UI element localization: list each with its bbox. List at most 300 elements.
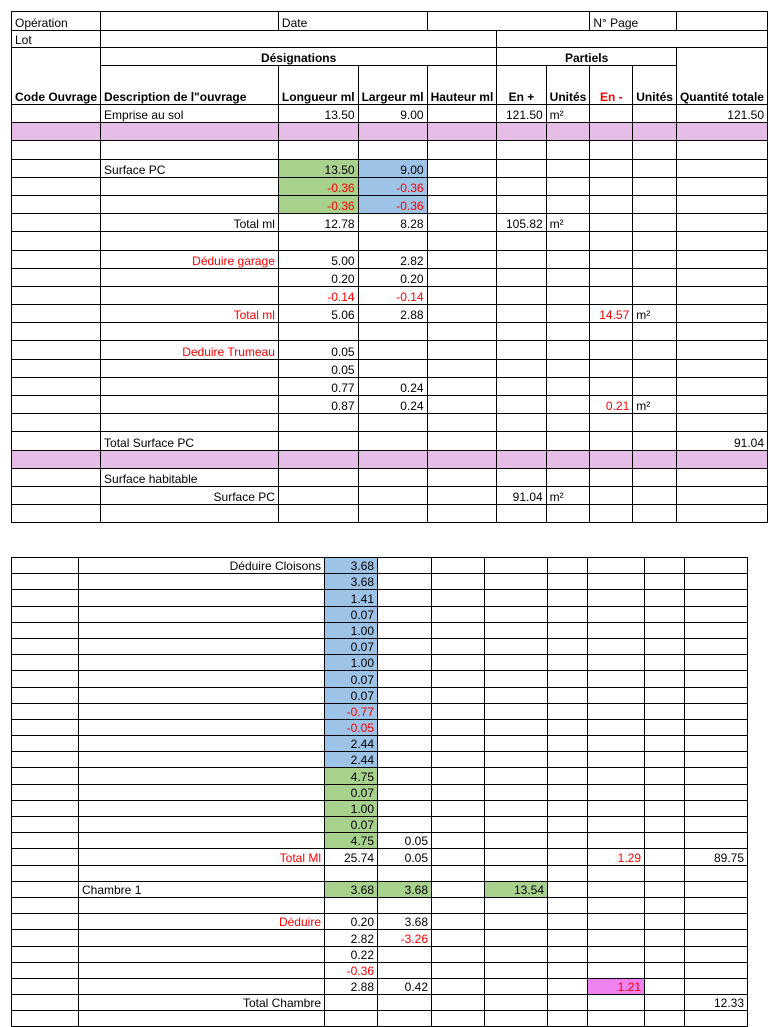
largeur-cell[interactable]: 9.00 (358, 105, 427, 123)
separator-cell[interactable] (12, 123, 101, 141)
unites2-cell[interactable] (645, 978, 685, 994)
quantite-cell[interactable] (676, 323, 767, 341)
unites2-cell[interactable] (645, 897, 685, 913)
description-cell[interactable] (79, 606, 325, 622)
hauteur-cell[interactable] (432, 752, 485, 768)
code-cell[interactable] (12, 703, 79, 719)
unites2-cell[interactable] (633, 159, 677, 177)
hauteur-cell[interactable] (432, 768, 485, 784)
quantite-cell[interactable] (676, 359, 767, 377)
code-cell[interactable] (12, 978, 79, 994)
longueur-cell[interactable]: 0.20 (325, 914, 378, 930)
unites2-cell[interactable] (645, 930, 685, 946)
hauteur-cell[interactable] (432, 687, 485, 703)
description-cell[interactable]: Déduire (79, 914, 325, 930)
longueur-cell[interactable]: 13.50 (278, 159, 358, 177)
unites2-cell[interactable] (633, 268, 677, 286)
description-cell[interactable] (79, 687, 325, 703)
en-plus-cell[interactable] (497, 414, 546, 432)
description-cell[interactable]: Total Surface PC (101, 432, 279, 450)
separator-cell[interactable] (633, 123, 677, 141)
quantite-cell[interactable] (685, 1011, 748, 1027)
hauteur-cell[interactable] (432, 622, 485, 638)
unites-cell[interactable] (548, 978, 588, 994)
longueur-cell[interactable]: -0.05 (325, 719, 378, 735)
unites-cell[interactable] (548, 865, 588, 881)
unites-cell[interactable] (546, 468, 590, 486)
description-cell[interactable] (79, 622, 325, 638)
unites-cell[interactable] (548, 897, 588, 913)
en-plus-cell[interactable] (485, 930, 548, 946)
code-cell[interactable] (12, 881, 79, 897)
unites-cell[interactable] (548, 768, 588, 784)
hauteur-cell[interactable] (432, 865, 485, 881)
en-moins-cell[interactable] (588, 655, 645, 671)
unites-cell[interactable] (548, 849, 588, 865)
quantite-cell[interactable] (685, 736, 748, 752)
largeur-cell[interactable] (378, 687, 432, 703)
unites2-cell[interactable] (645, 800, 685, 816)
unites-cell[interactable] (548, 1011, 588, 1027)
en-moins-cell[interactable] (588, 719, 645, 735)
unites2-cell[interactable] (645, 719, 685, 735)
hauteur-cell[interactable] (427, 396, 497, 414)
unites2-cell[interactable] (645, 833, 685, 849)
en-plus-cell[interactable] (485, 590, 548, 606)
en-moins-cell[interactable] (590, 486, 633, 504)
separator-cell[interactable] (590, 123, 633, 141)
longueur-cell[interactable]: 3.68 (325, 558, 378, 574)
description-cell[interactable]: Total ml (101, 214, 279, 232)
largeur-cell[interactable] (358, 323, 427, 341)
unites-cell[interactable]: m² (546, 214, 590, 232)
largeur-cell[interactable] (378, 995, 432, 1011)
longueur-cell[interactable]: -0.14 (278, 286, 358, 304)
en-plus-cell[interactable] (485, 736, 548, 752)
hauteur-cell[interactable] (427, 250, 497, 268)
unites2-cell[interactable] (633, 141, 677, 159)
unites2-cell[interactable] (645, 914, 685, 930)
unites2-cell[interactable] (645, 752, 685, 768)
quantite-cell[interactable] (685, 687, 748, 703)
longueur-cell[interactable] (278, 505, 358, 523)
hauteur-cell[interactable] (432, 590, 485, 606)
en-moins-cell[interactable] (590, 105, 633, 123)
largeur-cell[interactable] (358, 486, 427, 504)
quantite-cell[interactable]: 91.04 (676, 432, 767, 450)
unites2-cell[interactable] (633, 323, 677, 341)
longueur-cell[interactable]: 1.00 (325, 655, 378, 671)
unites-cell[interactable] (548, 655, 588, 671)
en-moins-cell[interactable] (588, 703, 645, 719)
code-cell[interactable] (12, 865, 79, 881)
description-cell[interactable]: Total ml (101, 305, 279, 323)
quantite-cell[interactable] (676, 396, 767, 414)
en-plus-cell[interactable] (485, 638, 548, 654)
description-cell[interactable] (79, 752, 325, 768)
code-cell[interactable] (12, 962, 79, 978)
unites2-cell[interactable] (645, 881, 685, 897)
unites2-cell[interactable] (633, 214, 677, 232)
code-cell[interactable] (12, 914, 79, 930)
hauteur-cell[interactable] (427, 377, 497, 395)
code-cell[interactable] (12, 655, 79, 671)
hauteur-cell[interactable] (432, 978, 485, 994)
longueur-cell[interactable] (278, 232, 358, 250)
unites-cell[interactable] (546, 414, 590, 432)
unites-cell[interactable] (548, 995, 588, 1011)
description-cell[interactable] (101, 505, 279, 523)
en-plus-cell[interactable] (485, 671, 548, 687)
code-cell[interactable] (12, 606, 79, 622)
en-plus-cell[interactable] (485, 914, 548, 930)
separator-cell[interactable] (358, 123, 427, 141)
code-cell[interactable] (12, 341, 101, 359)
quantite-cell[interactable] (685, 655, 748, 671)
separator-cell[interactable] (12, 450, 101, 468)
quantite-cell[interactable] (676, 268, 767, 286)
largeur-cell[interactable]: 0.20 (358, 268, 427, 286)
quantite-cell[interactable] (676, 486, 767, 504)
longueur-cell[interactable]: 5.06 (278, 305, 358, 323)
largeur-cell[interactable] (378, 606, 432, 622)
hauteur-cell[interactable] (427, 414, 497, 432)
en-plus-cell[interactable] (497, 323, 546, 341)
unites-cell[interactable] (548, 671, 588, 687)
unites-cell[interactable] (546, 505, 590, 523)
longueur-cell[interactable]: -0.36 (278, 195, 358, 213)
unites2-cell[interactable] (633, 250, 677, 268)
code-cell[interactable] (12, 396, 101, 414)
largeur-cell[interactable]: 0.24 (358, 396, 427, 414)
en-plus-cell[interactable]: 91.04 (497, 486, 546, 504)
description-cell[interactable]: Surface PC (101, 159, 279, 177)
en-plus-cell[interactable] (497, 268, 546, 286)
separator-cell[interactable] (278, 450, 358, 468)
code-cell[interactable] (12, 946, 79, 962)
longueur-cell[interactable] (278, 323, 358, 341)
en-plus-cell[interactable] (485, 946, 548, 962)
description-cell[interactable] (79, 703, 325, 719)
quantite-cell[interactable] (685, 930, 748, 946)
code-cell[interactable] (12, 286, 101, 304)
description-cell[interactable] (79, 1011, 325, 1027)
code-cell[interactable] (12, 768, 79, 784)
unites-cell[interactable]: m² (546, 486, 590, 504)
description-cell[interactable] (79, 590, 325, 606)
code-cell[interactable] (12, 752, 79, 768)
description-cell[interactable]: Surface habitable (101, 468, 279, 486)
description-cell[interactable] (101, 414, 279, 432)
largeur-cell[interactable] (358, 232, 427, 250)
description-cell[interactable] (101, 286, 279, 304)
longueur-cell[interactable] (325, 865, 378, 881)
unites-cell[interactable] (548, 930, 588, 946)
en-plus-cell[interactable] (497, 341, 546, 359)
description-cell[interactable] (101, 377, 279, 395)
description-cell[interactable] (79, 638, 325, 654)
largeur-cell[interactable] (378, 719, 432, 735)
code-cell[interactable] (12, 736, 79, 752)
unites2-cell[interactable] (633, 432, 677, 450)
largeur-cell[interactable]: 2.82 (358, 250, 427, 268)
quantite-cell[interactable] (676, 505, 767, 523)
unites2-cell[interactable] (645, 703, 685, 719)
unites2-cell[interactable] (633, 232, 677, 250)
hauteur-cell[interactable] (427, 486, 497, 504)
unites2-cell[interactable] (645, 671, 685, 687)
en-moins-cell[interactable] (588, 914, 645, 930)
separator-cell[interactable] (546, 450, 590, 468)
description-cell[interactable] (79, 671, 325, 687)
en-moins-cell[interactable] (588, 558, 645, 574)
en-moins-cell[interactable] (588, 671, 645, 687)
hauteur-cell[interactable] (427, 341, 497, 359)
unites2-cell[interactable] (645, 1011, 685, 1027)
longueur-cell[interactable]: 4.75 (325, 768, 378, 784)
unites2-cell[interactable] (633, 414, 677, 432)
en-plus-cell[interactable] (485, 703, 548, 719)
quantite-cell[interactable] (685, 946, 748, 962)
code-cell[interactable] (12, 486, 101, 504)
hauteur-cell[interactable] (432, 833, 485, 849)
separator-cell[interactable] (278, 123, 358, 141)
description-cell[interactable] (79, 978, 325, 994)
en-moins-cell[interactable] (588, 606, 645, 622)
largeur-cell[interactable] (378, 817, 432, 833)
en-moins-cell[interactable] (590, 141, 633, 159)
longueur-cell[interactable]: 0.05 (278, 359, 358, 377)
description-cell[interactable]: Total Ml (79, 849, 325, 865)
unites-cell[interactable] (548, 800, 588, 816)
page-value[interactable] (676, 12, 767, 31)
en-moins-cell[interactable] (588, 752, 645, 768)
separator-cell[interactable] (676, 123, 767, 141)
unites-cell[interactable] (548, 590, 588, 606)
longueur-cell[interactable]: 5.00 (278, 250, 358, 268)
hauteur-cell[interactable] (427, 305, 497, 323)
hauteur-cell[interactable] (432, 703, 485, 719)
unites2-cell[interactable] (645, 638, 685, 654)
unites-cell[interactable] (546, 250, 590, 268)
quantite-cell[interactable] (685, 703, 748, 719)
description-cell[interactable] (79, 574, 325, 590)
en-plus-cell[interactable] (497, 177, 546, 195)
quantite-cell[interactable] (685, 622, 748, 638)
code-cell[interactable] (12, 159, 101, 177)
quantite-cell[interactable] (685, 638, 748, 654)
hauteur-cell[interactable] (432, 638, 485, 654)
description-cell[interactable] (79, 768, 325, 784)
lot-value[interactable] (101, 31, 497, 48)
en-plus-cell[interactable] (497, 250, 546, 268)
longueur-cell[interactable] (325, 897, 378, 913)
description-cell[interactable] (79, 897, 325, 913)
unites2-cell[interactable] (645, 768, 685, 784)
unites2-cell[interactable] (633, 468, 677, 486)
description-cell[interactable] (79, 784, 325, 800)
description-cell[interactable] (101, 195, 279, 213)
hauteur-cell[interactable] (432, 800, 485, 816)
en-moins-cell[interactable] (588, 946, 645, 962)
longueur-cell[interactable] (325, 995, 378, 1011)
largeur-cell[interactable] (358, 505, 427, 523)
code-cell[interactable] (12, 671, 79, 687)
en-moins-cell[interactable] (590, 432, 633, 450)
en-plus-cell[interactable] (485, 687, 548, 703)
code-cell[interactable] (12, 414, 101, 432)
largeur-cell[interactable] (358, 359, 427, 377)
quantite-cell[interactable] (676, 214, 767, 232)
separator-cell[interactable] (427, 123, 497, 141)
largeur-cell[interactable] (378, 671, 432, 687)
code-cell[interactable] (12, 195, 101, 213)
description-cell[interactable] (79, 865, 325, 881)
hauteur-cell[interactable] (427, 286, 497, 304)
description-cell[interactable]: Deduire Trumeau (101, 341, 279, 359)
quantite-cell[interactable] (685, 671, 748, 687)
quantite-cell[interactable] (685, 590, 748, 606)
en-plus-cell[interactable] (485, 752, 548, 768)
longueur-cell[interactable]: -0.77 (325, 703, 378, 719)
unites-cell[interactable] (546, 359, 590, 377)
largeur-cell[interactable] (378, 655, 432, 671)
description-cell[interactable]: Déduire garage (101, 250, 279, 268)
en-plus-cell[interactable] (485, 784, 548, 800)
separator-cell[interactable] (676, 450, 767, 468)
en-plus-cell[interactable] (497, 305, 546, 323)
hauteur-cell[interactable] (432, 655, 485, 671)
unites-cell[interactable] (546, 195, 590, 213)
unites2-cell[interactable] (633, 341, 677, 359)
en-plus-cell[interactable] (485, 962, 548, 978)
hauteur-cell[interactable] (427, 505, 497, 523)
en-plus-cell[interactable]: 13.54 (485, 881, 548, 897)
description-cell[interactable]: Déduire Cloisons (79, 558, 325, 574)
quantite-cell[interactable] (685, 962, 748, 978)
largeur-cell[interactable] (358, 432, 427, 450)
code-cell[interactable] (12, 817, 79, 833)
code-cell[interactable] (12, 232, 101, 250)
separator-cell[interactable] (546, 123, 590, 141)
largeur-cell[interactable]: 3.68 (378, 914, 432, 930)
longueur-cell[interactable]: 0.07 (325, 687, 378, 703)
unites2-cell[interactable] (645, 736, 685, 752)
unites2-cell[interactable] (633, 486, 677, 504)
largeur-cell[interactable] (378, 622, 432, 638)
longueur-cell[interactable]: 1.41 (325, 590, 378, 606)
quantite-cell[interactable] (685, 881, 748, 897)
unites-cell[interactable] (546, 268, 590, 286)
quantite-cell[interactable] (685, 558, 748, 574)
largeur-cell[interactable]: 0.05 (378, 833, 432, 849)
en-moins-cell[interactable] (588, 881, 645, 897)
quantite-cell[interactable] (685, 768, 748, 784)
code-cell[interactable] (12, 323, 101, 341)
description-cell[interactable] (79, 736, 325, 752)
unites-cell[interactable] (548, 752, 588, 768)
longueur-cell[interactable]: 2.44 (325, 736, 378, 752)
hauteur-cell[interactable] (432, 849, 485, 865)
hauteur-cell[interactable] (427, 323, 497, 341)
unites2-cell[interactable] (633, 105, 677, 123)
en-plus-cell[interactable] (497, 377, 546, 395)
quantite-cell[interactable] (685, 784, 748, 800)
en-plus-cell[interactable] (497, 505, 546, 523)
unites-cell[interactable] (546, 159, 590, 177)
quantite-cell[interactable] (685, 800, 748, 816)
en-plus-cell[interactable] (485, 800, 548, 816)
en-plus-cell[interactable] (497, 359, 546, 377)
description-cell[interactable] (101, 232, 279, 250)
quantite-cell[interactable] (676, 414, 767, 432)
quantite-cell[interactable]: 89.75 (685, 849, 748, 865)
code-cell[interactable] (12, 849, 79, 865)
largeur-cell[interactable] (378, 736, 432, 752)
en-moins-cell[interactable] (590, 414, 633, 432)
longueur-cell[interactable]: 0.07 (325, 784, 378, 800)
separator-cell[interactable] (101, 450, 279, 468)
longueur-cell[interactable]: 3.68 (325, 574, 378, 590)
longueur-cell[interactable]: 0.77 (278, 377, 358, 395)
quantite-cell[interactable] (676, 232, 767, 250)
longueur-cell[interactable] (278, 141, 358, 159)
largeur-cell[interactable] (378, 558, 432, 574)
hauteur-cell[interactable] (432, 1011, 485, 1027)
en-plus-cell[interactable] (485, 978, 548, 994)
description-cell[interactable] (79, 833, 325, 849)
en-moins-cell[interactable] (588, 930, 645, 946)
largeur-cell[interactable]: 2.88 (358, 305, 427, 323)
hauteur-cell[interactable] (432, 719, 485, 735)
largeur-cell[interactable] (378, 946, 432, 962)
quantite-cell[interactable] (676, 305, 767, 323)
en-moins-cell[interactable] (588, 768, 645, 784)
unites-cell[interactable] (548, 736, 588, 752)
hauteur-cell[interactable] (427, 105, 497, 123)
unites-cell[interactable] (548, 558, 588, 574)
unites-cell[interactable] (546, 377, 590, 395)
hauteur-cell[interactable] (432, 946, 485, 962)
unites-cell[interactable] (548, 962, 588, 978)
en-moins-cell[interactable] (590, 232, 633, 250)
code-cell[interactable] (12, 638, 79, 654)
largeur-cell[interactable] (378, 865, 432, 881)
en-moins-cell[interactable] (588, 590, 645, 606)
unites-cell[interactable] (548, 574, 588, 590)
unites2-cell[interactable] (645, 606, 685, 622)
unites-cell[interactable] (546, 323, 590, 341)
quantite-cell[interactable] (685, 897, 748, 913)
en-plus-cell[interactable] (485, 606, 548, 622)
code-cell[interactable] (12, 1011, 79, 1027)
en-moins-cell[interactable] (590, 268, 633, 286)
unites-cell[interactable] (546, 141, 590, 159)
en-moins-cell[interactable] (588, 638, 645, 654)
code-cell[interactable] (12, 590, 79, 606)
unites-cell[interactable] (546, 305, 590, 323)
unites-cell[interactable] (548, 622, 588, 638)
en-moins-cell[interactable] (588, 574, 645, 590)
separator-cell[interactable] (497, 123, 546, 141)
en-moins-cell[interactable] (590, 195, 633, 213)
code-cell[interactable] (12, 177, 101, 195)
unites-cell[interactable] (548, 606, 588, 622)
en-moins-cell[interactable] (588, 897, 645, 913)
hauteur-cell[interactable] (427, 159, 497, 177)
unites-cell[interactable] (546, 432, 590, 450)
unites-cell[interactable] (548, 833, 588, 849)
